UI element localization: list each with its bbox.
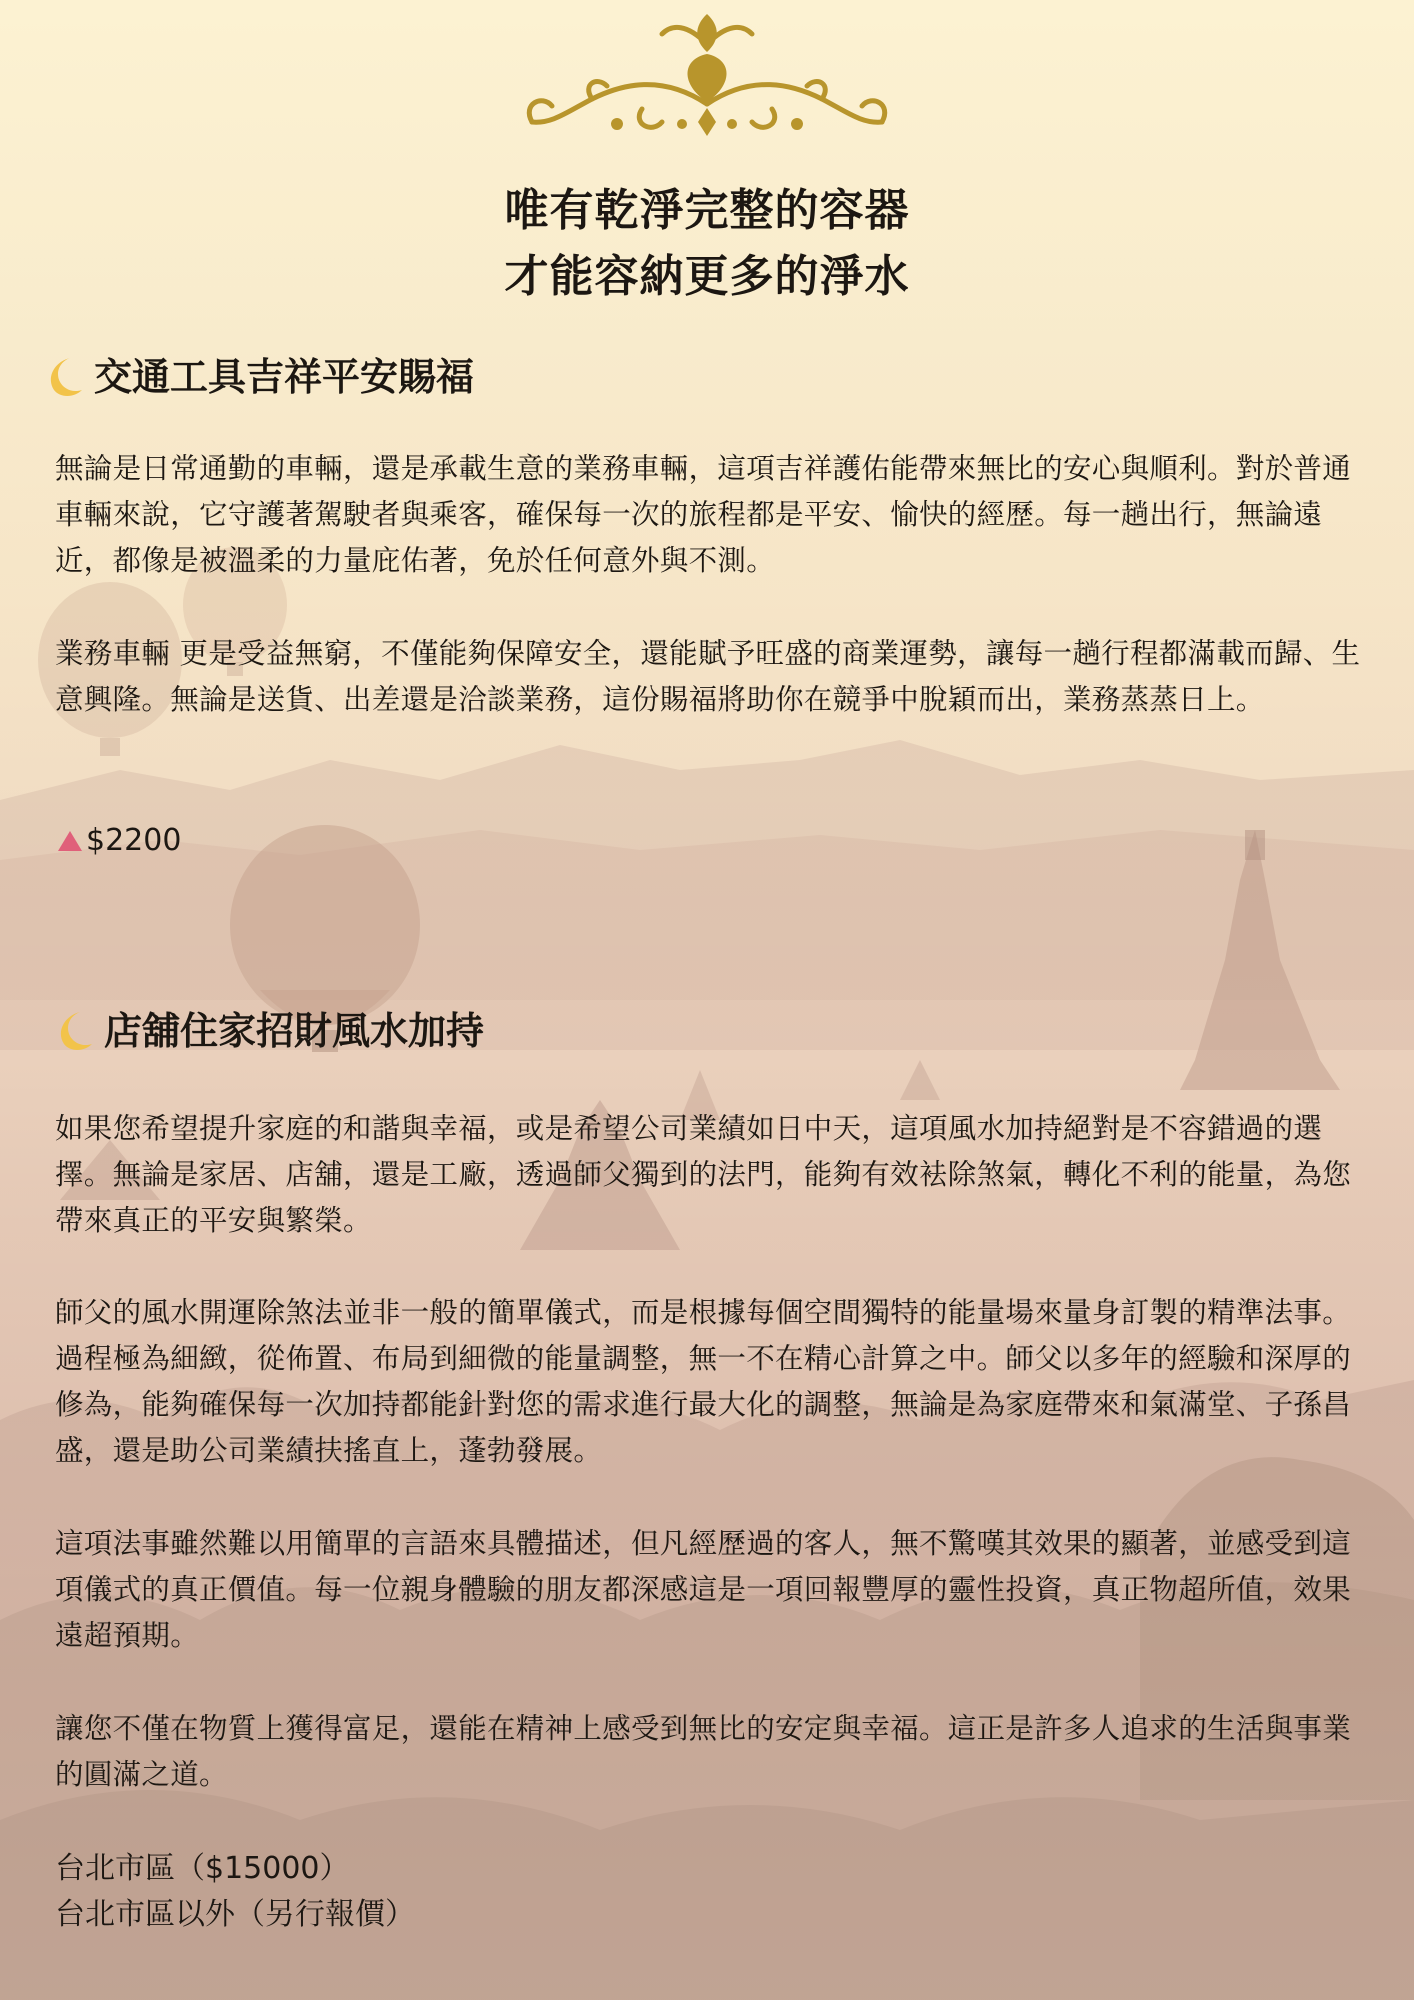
section1-heading-text: 交通工具吉祥平安賜福	[94, 355, 475, 399]
section2-paragraph-3: 這項法事雖然難以用簡單的言語來具體描述，但凡經歷過的客人，無不驚嘆其效果的顯著，並感受到這項儀式的真正價值。每一位親身體驗的朋友都深感這是一項回報豐厚的靈性投資，真正物超所值，效果遠超預期。	[55, 1527, 1352, 1652]
crescent-moon-icon	[50, 1008, 96, 1054]
section2-heading	[50, 1006, 484, 1056]
section1-paragraph-1: 無論是日常通勤的車輛，還是承載生意的業務車輛，這項吉祥護佑能帶來無比的安心與順利。對於普通車輛來說，它守護著駕駛者與乘客，確保每一次的旅程都是平安、愉快的經歷。每一趟出行，無論遠近，都像是被溫柔的力量庇佑著，免於任何意外與不測。	[55, 452, 1352, 577]
main-title-line1: 唯有乾淨完整的容器	[504, 185, 910, 236]
section1-heading	[40, 352, 474, 402]
section2-heading-text: 店舖住家招財風水加持	[104, 1009, 485, 1053]
section1-price	[58, 818, 181, 864]
section2-paragraph-4: 讓您不僅在物質上獲得富足，還能在精神上感受到無比的安定與幸福。這正是許多人追求的生活與事業的圓滿之道。	[55, 1712, 1352, 1791]
gold-ornament-icon	[512, 4, 902, 144]
section2-paragraph-2: 師父的風水開運除煞法並非一般的簡單儀式，而是根據每個空間獨特的能量場來量身訂製的精準法事。過程極為細緻，從佈置、布局到細微的能量調整，無一不在精心計算之中。師父以多年的經驗和深厚的修為，能夠確保每一次加持都能針對您的需求進行最大化的調整，無論是為家庭帶來和氣滿堂、子孫昌盛，還是助公司業績扶搖直上，蓬勃發展。	[55, 1296, 1352, 1467]
main-title-line2: 才能容納更多的淨水	[504, 251, 910, 302]
section1-price-value: $2200	[86, 823, 182, 858]
main-title	[0, 178, 1414, 310]
section2-paragraph-1: 如果您希望提升家庭的和諧與幸福，或是希望公司業績如日中天，這項風水加持絕對是不容錯過的選擇。無論是家居、店舖，還是工廠，透過師父獨到的法門，能夠有效袪除煞氣，轉化不利的能量，為您帶來真正的平安與繁榮。	[55, 1112, 1352, 1237]
section1-paragraph-2: 業務車輛 更是受益無窮，不僅能夠保障安全，還能賦予旺盛的商業運勢，讓每一趟行程都滿載而歸、生意興隆。無論是送貨、出差還是洽談業務，這份賜福將助你在競爭中脫穎而出，業務蒸蒸日上。	[55, 637, 1361, 716]
crescent-moon-icon	[40, 354, 86, 400]
pricing-outside-taipei: 台北市區以外（另行報價）	[55, 1897, 415, 1932]
red-triangle-icon	[58, 831, 82, 851]
pricing-taipei-city: 台北市區（$15000）	[55, 1851, 350, 1886]
